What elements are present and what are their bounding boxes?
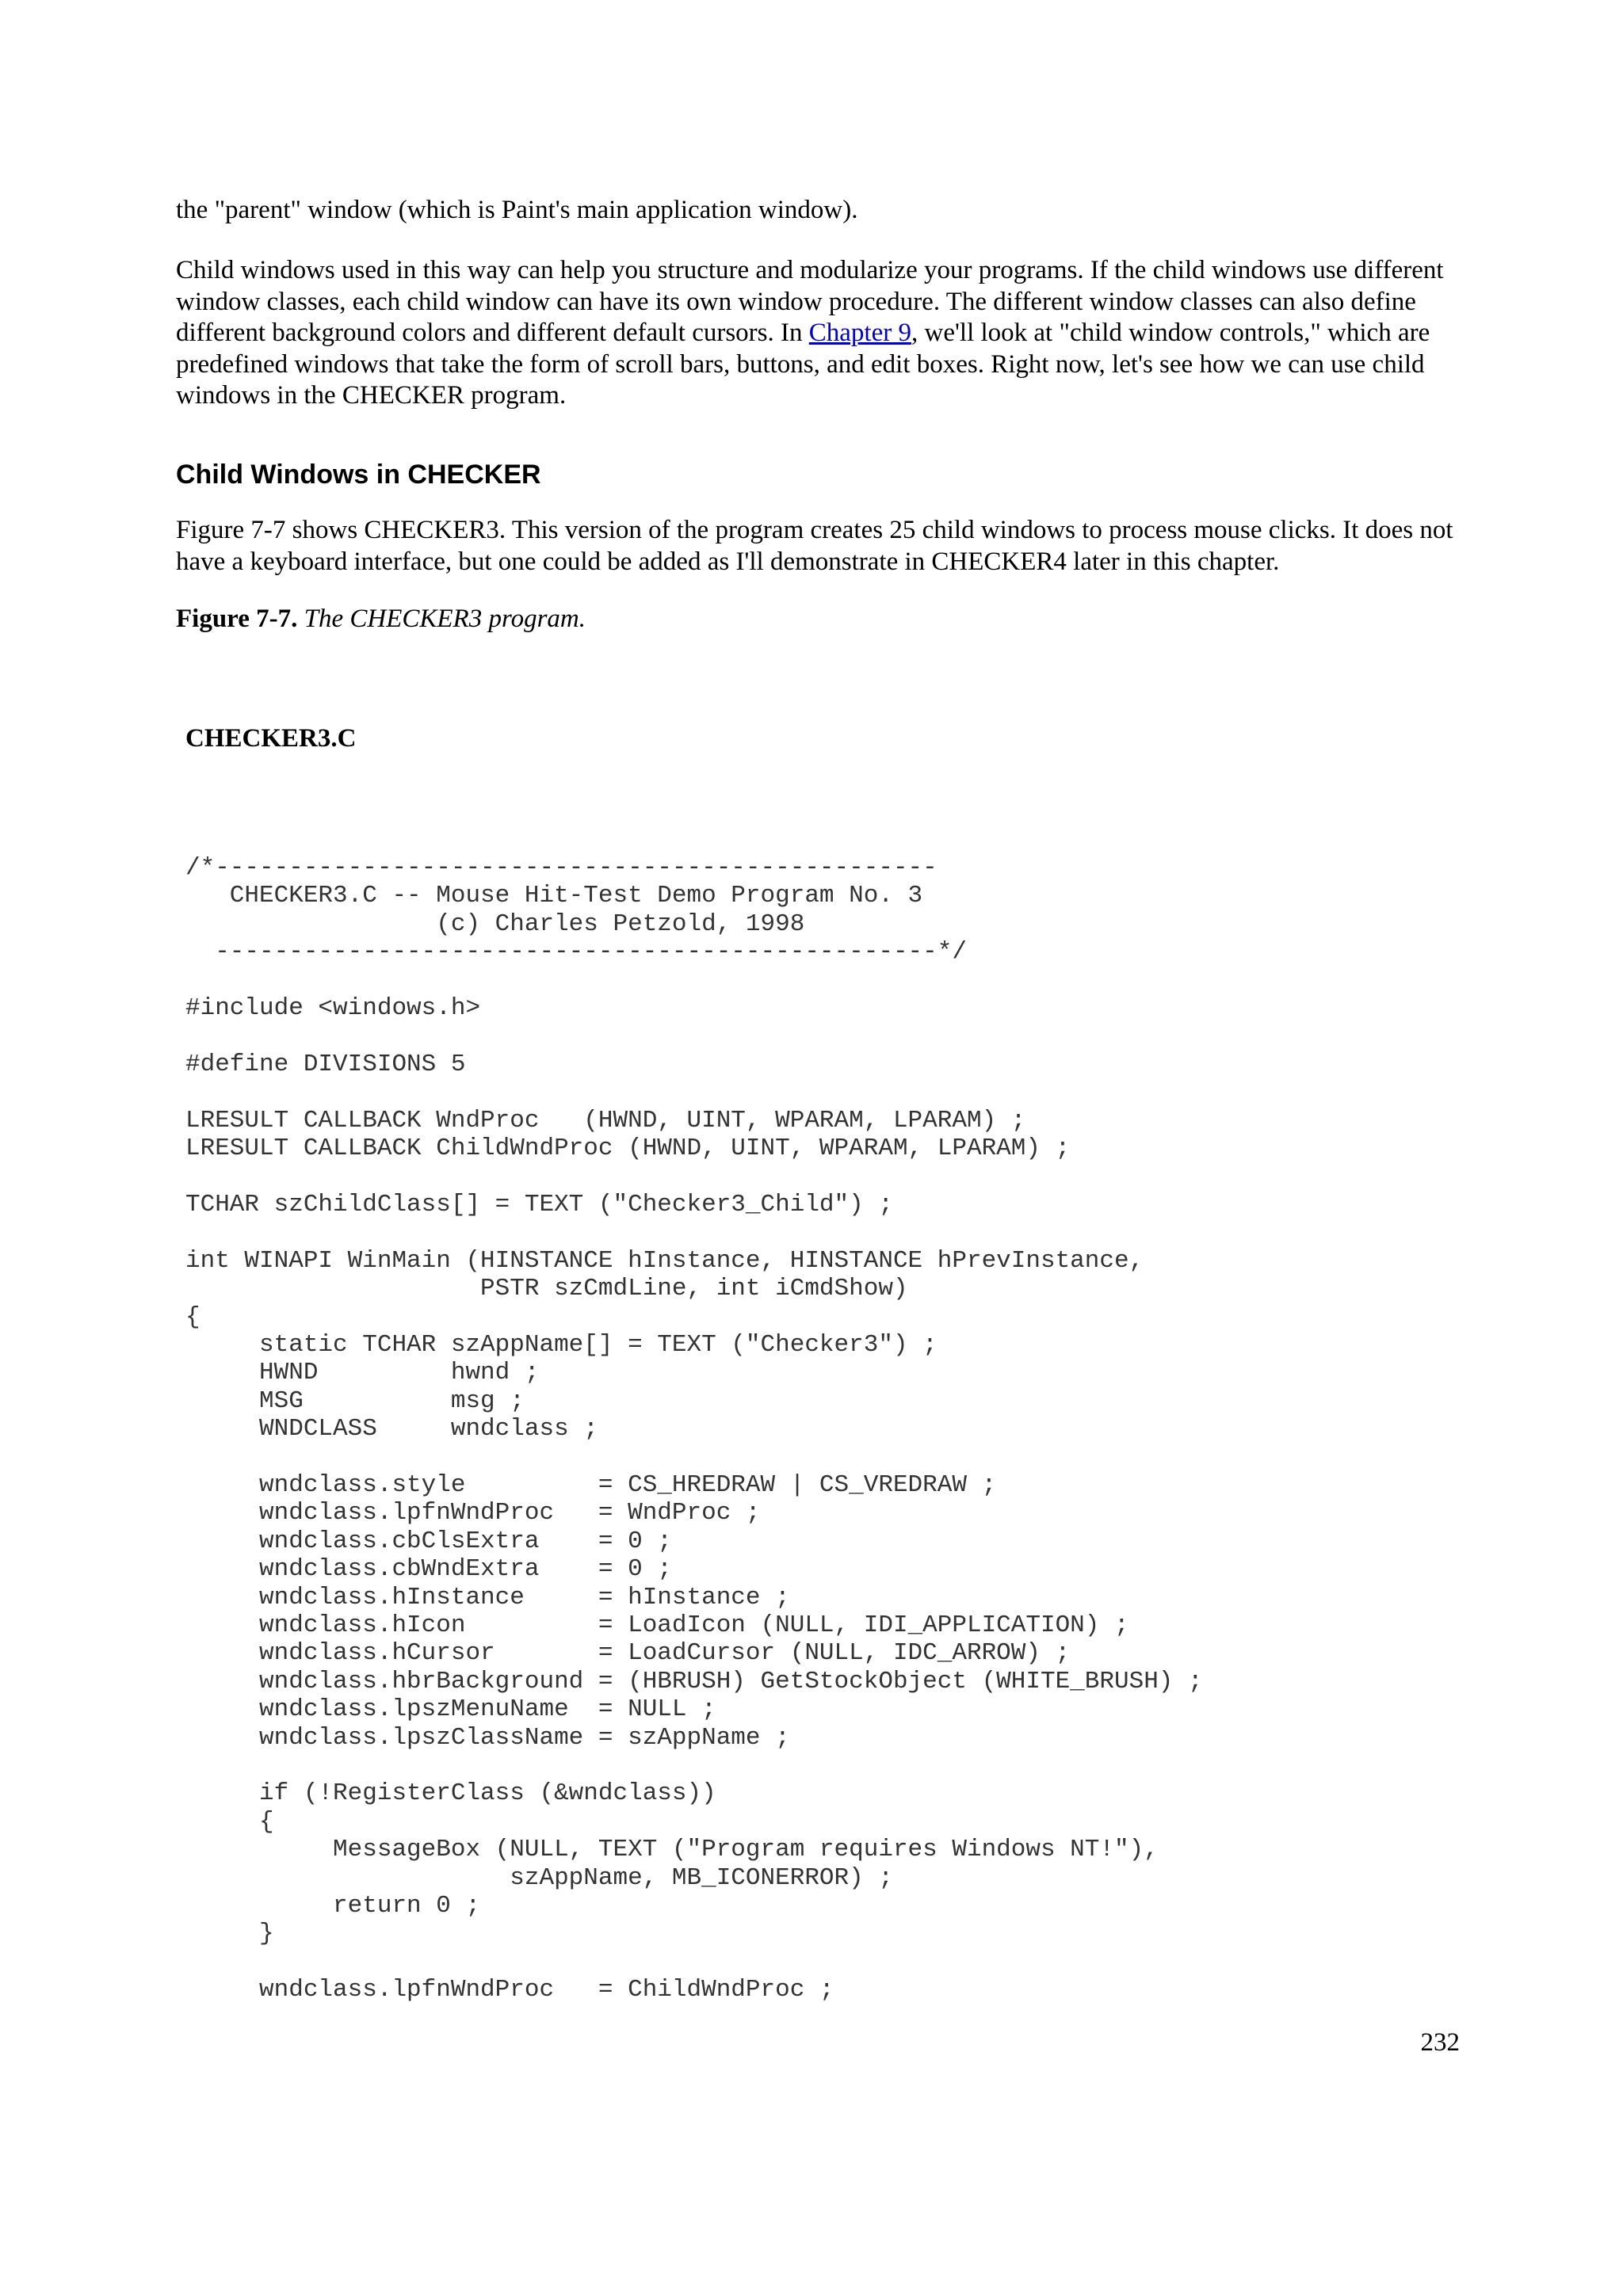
- code-listing: /*------------------------------------------------- CHECKER3.C -- Mouse Hit-Test Demo Program No. 3 (c) Charles Petzold, 1998 -------------------------------------------------*/ #include <windows.h> #define DIVISIONS 5 LRESULT CALLBACK WndProc (HWND, UINT, WPARAM, LPARAM) ; LRESULT CALLBACK ChildWndProc (HWND, UINT, WPARAM, LPARAM) ; TCHAR szChildClass[] = TEXT ("Checker3_Child") ; int WINAPI WinMain (HINSTANCE hInstance, HINSTANCE hPrevInstance, PSTR szCmdLine, int iCmdShow) { static TCHAR szAppName[] = TEXT ("Checker3") ; HWND hwnd ; MSG msg ; WNDCLASS wndclass ; wndclass.style = CS_HREDRAW | CS_VREDRAW ; wndclass.lpfnWndProc = WndProc ; wndclass.cbClsExtra = 0 ; wndclass.cbWndExtra = 0 ; wndclass.hInstance = hInstance ; wndclass.hIcon = LoadIcon (NULL, IDI_APPLICATION) ; wndclass.hCursor = LoadCursor (NULL, IDC_ARROW) ; wndclass.hbrBackground = (HBRUSH) GetStockObject (WHITE_BRUSH) ; wndclass.lpszMenuName = NULL ; wndclass.lpszClassName = szAppName ; if (!RegisterClass (&wndclass)) { MessageBox (NULL, TEXT ("Program requires Windows NT!"), szAppName, MB_ICONERROR) ; return 0 ; } wndclass.lpfnWndProc = ChildWndProc ;: [185, 854, 1203, 2004]
- paragraph: [176, 255, 1460, 412]
- section-heading: Child Windows in CHECKER: [176, 460, 541, 490]
- paragraph-text: Child windows used in this way can help you structure and modularize your programs. If the child windows use different window classes, each child window can have its own window procedure. The different window classes can also define different background colors and different default cursors. In: [176, 256, 1444, 347]
- figure-label: Figure 7-7.: [176, 605, 298, 633]
- paragraph: the "parent" window (which is Paint's main application window).: [176, 196, 858, 224]
- intro-paragraph: Figure 7-7 shows CHECKER3. This version of the program creates 25 child windows to process mouse clicks. It does not have a keyboard interface, but one could be added as I'll demonstrate in CHECKER4 later in this chapter.: [176, 516, 1453, 576]
- figure-caption: [176, 604, 586, 635]
- page-number: 232: [1420, 2028, 1460, 2057]
- figure-caption-text: The CHECKER3 program.: [304, 605, 586, 633]
- code-listing-title: CHECKER3.C: [185, 724, 357, 753]
- chapter-9-link[interactable]: Chapter 9: [808, 318, 911, 347]
- paragraph-text: , we'll look at "child window controls," which are predefined windows that take the form of scroll bars, buttons, and edit boxes. Right now, let's see how we can use child windows in the CHECKER program.: [176, 318, 1430, 410]
